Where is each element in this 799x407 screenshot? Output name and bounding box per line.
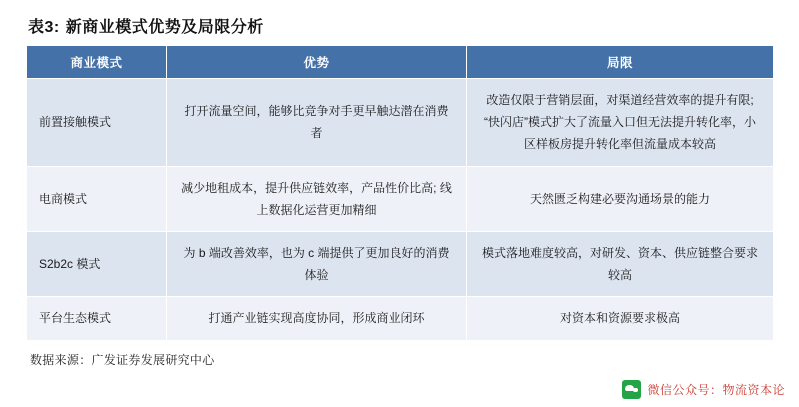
- table-header: [27, 46, 774, 79]
- table-row: [27, 79, 774, 167]
- column-header-limitation: 局限: [467, 46, 774, 79]
- watermark-text: 微信公众号：物流资本论: [647, 383, 785, 397]
- source-label: 数据来源：: [30, 352, 92, 367]
- column-header-model: 商业模式: [27, 46, 167, 79]
- cell-limitation: 天然匮乏构建必要沟通场景的能力: [467, 166, 774, 231]
- cell-advantage: 为 b 端改善效率，也为 c 端提供了更加良好的消费体验: [167, 231, 467, 296]
- cell-model: 平台生态模式: [27, 297, 167, 340]
- cell-model: 电商模式: [27, 166, 167, 231]
- table-row: [27, 297, 774, 340]
- cell-advantage: 打开流量空间，能够比竞争对手更早触达潜在消费者: [167, 79, 467, 167]
- table-row: [27, 166, 774, 231]
- source-note: [26, 341, 773, 368]
- table-header-row: [27, 46, 774, 79]
- cell-model: 前置接触模式: [27, 79, 167, 167]
- table-body: [27, 79, 774, 341]
- cell-advantage: 减少地租成本，提升供应链效率，产品性价比高; 线上数据化运营更加精细: [167, 166, 467, 231]
- cell-limitation: 改造仅限于营销层面，对渠道经营效率的提升有限; “快闪店”模式扩大了流量入口但无法提升转化率，小区样板房提升转化率但流量成本较高: [467, 79, 774, 167]
- source-value: 广发证券发展研究中心: [91, 352, 215, 367]
- table-caption-text: 新商业模式优势及局限分析: [65, 19, 264, 36]
- watermark-badge: [622, 380, 785, 399]
- cell-limitation: 对资本和资源要求极高: [467, 297, 774, 340]
- cell-advantage: 打通产业链实现高度协同，形成商业闭环: [167, 297, 467, 340]
- business-model-table: [26, 45, 774, 341]
- wechat-icon: [622, 380, 641, 399]
- column-header-advantage: 优势: [167, 46, 467, 79]
- cell-limitation: 模式落地难度较高，对研发、资本、供应链整合要求较高: [467, 231, 774, 296]
- table-caption: [26, 10, 773, 45]
- table-row: [27, 231, 774, 296]
- cell-model: S2b2c 模式: [27, 231, 167, 296]
- table-caption-label: 表3:: [28, 19, 60, 36]
